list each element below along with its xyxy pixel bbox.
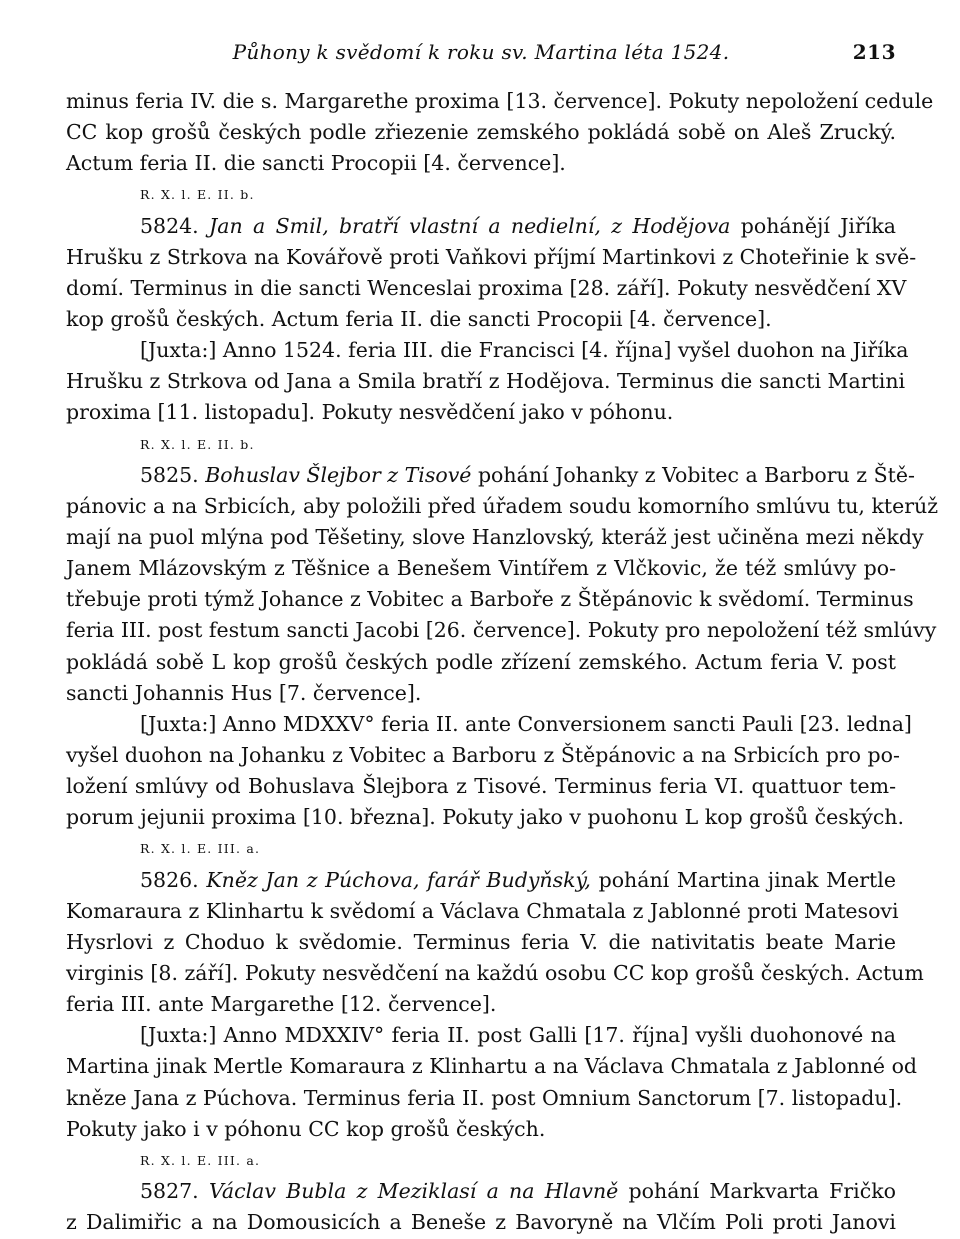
text-segment: R. X. l. E. III. a.	[140, 1152, 261, 1168]
text-line	[66, 958, 924, 989]
text-segment: Janem Mlázovským z Těšnice a Benešem Vintířem z Vlčkovic, že též smlúvy po-	[66, 556, 896, 581]
page-number: 213	[852, 40, 896, 64]
running-title: Půhony k svědomí k roku sv. Martina léta 1524.	[232, 40, 730, 64]
text-line	[66, 86, 934, 117]
text-segment: Pokuty jako i v póhonu CC kop grošů českých.	[66, 1116, 546, 1141]
source-reference	[66, 429, 896, 460]
text-line	[66, 927, 896, 958]
text-segment: [Juxta:] Anno MDXXV° feria II. ante Conversionem sancti Pauli [23. ledna]	[140, 711, 912, 736]
italic-name: Jan a Smil, bratří vlastní a nedielní, z Hodějova	[209, 213, 731, 238]
text-segment: 5826.	[140, 867, 207, 892]
text-line	[66, 896, 899, 927]
text-line	[66, 553, 896, 584]
text-segment: z Dalimiřic a na Domousicích a Beneše z Bavoryně na Vlčím Poli proti Janovi	[66, 1210, 896, 1235]
source-reference	[66, 833, 896, 864]
text-segment: ložení smlúvy od Bohuslava Šlejbora z Tisové. Terminus feria VI. quattuor tem-	[66, 774, 896, 799]
text-segment: [Juxta:] Anno MDXXIV° feria II. post Galli [17. října] vyšli duohonové na	[140, 1023, 896, 1048]
text-segment: pohání Johanky z Vobitec a Barboru z Ště-	[471, 462, 915, 487]
text-line	[66, 117, 896, 148]
text-segment: pánovic a na Srbicích, aby položili před úřadem soudu komorního smlúvu tu, kterúž	[66, 493, 939, 518]
text-segment: feria III. post festum sancti Jacobi [26. července]. Pokuty pro nepoložení též smlúvy	[66, 618, 937, 643]
text-segment: Komaraura z Klinhartu k svědomí a Václava Chmatala z Jablonné proti Matesovi	[66, 898, 899, 923]
text-segment: domí. Terminus in die sancti Wenceslai proxima [28. září]. Pokuty nesvědčení XV	[66, 275, 907, 300]
running-header	[66, 40, 896, 70]
text-segment: pokládá sobě L kop grošů českých podle zřízení zemského. Actum feria V. post	[66, 649, 896, 674]
text-line	[66, 460, 915, 491]
source-reference	[66, 179, 896, 210]
text-segment: proxima [11. listopadu]. Pokuty nesvědčení jako v póhonu.	[66, 400, 674, 425]
text-segment: R. X. l. E. III. a.	[140, 841, 261, 857]
text-line	[66, 148, 896, 179]
text-segment: třebuje proti týmž Johance z Vobitec a Barboře z Štěpánovic k svědomí. Terminus	[66, 587, 914, 612]
text-line	[66, 584, 914, 615]
text-line	[66, 678, 896, 709]
text-line	[66, 1051, 918, 1082]
text-segment: [Juxta:] Anno 1524. feria III. die Francisci [4. října] vyšel duohon na Jiříka	[140, 338, 909, 363]
text-line	[66, 989, 896, 1020]
text-line	[66, 709, 912, 740]
text-line	[66, 1083, 903, 1114]
source-reference	[66, 1145, 896, 1176]
text-line	[66, 771, 896, 802]
text-line	[66, 865, 896, 896]
text-line	[66, 273, 907, 304]
text-segment: 5827.	[140, 1178, 209, 1203]
text-segment: pohánějí Jiříka	[730, 213, 896, 238]
italic-name: Kněz Jan z Púchova, farář Budyňský,	[206, 867, 591, 892]
text-segment: kněze Jana z Púchova. Terminus feria II. post Omnium Sanctorum [7. listopadu].	[66, 1085, 903, 1110]
text-segment: virginis [8. září]. Pokuty nesvědčení na každú osobu CC kop grošů českých. Actum	[66, 960, 924, 985]
text-segment: pohání Martina jinak Mertle	[590, 867, 896, 892]
text-line	[66, 1114, 896, 1145]
text-segment: Hrušku z Strkova na Kovářově proti Vaňkovi příjmí Martinkovi z Choteřinie k svě-	[66, 244, 917, 269]
text-line	[66, 1176, 896, 1207]
text-segment: CC kop grošů českých podle zřiezenie zemského pokládá sobě on Aleš Zrucký.	[66, 120, 896, 145]
text-segment: 5825.	[140, 462, 206, 487]
text-line	[66, 802, 905, 833]
text-line	[66, 615, 937, 646]
text-line	[66, 366, 906, 397]
text-segment: R. X. l. E. II. b.	[140, 187, 255, 203]
text-segment: feria III. ante Margarethe [12. července].	[66, 992, 497, 1017]
text-line	[66, 242, 917, 273]
text-segment: vyšel duohon na Johanku z Vobitec a Barboru z Štěpánovic a na Srbicích pro po-	[66, 742, 900, 767]
text-segment: Martina jinak Mertle Komaraura z Klinhartu a na Václava Chmatala z Jablonné od	[66, 1054, 918, 1079]
text-segment: pohání Markvarta Fričko	[618, 1178, 896, 1203]
text-line	[66, 491, 939, 522]
text-segment: Hysrlovi z Choduo k svědomie. Terminus feria V. die nativitatis beate Marie	[66, 929, 896, 954]
text-segment: Hrušku z Strkova od Jana a Smila bratří z Hodějova. Terminus die sancti Martini	[66, 369, 906, 394]
text-line	[66, 522, 924, 553]
text-line	[66, 397, 896, 428]
text-line	[66, 740, 900, 771]
text-segment: R. X. l. E. II. b.	[140, 436, 255, 452]
text-segment: porum jejunii proxima [10. března]. Pokuty jako v puohonu L kop grošů českých.	[66, 805, 905, 830]
text-segment: kop grošů českých. Actum feria II. die sancti Procopii [4. července].	[66, 306, 772, 331]
text-line	[66, 335, 909, 366]
text-line	[66, 1020, 896, 1051]
text-segment: sancti Johannis Hus [7. července].	[66, 680, 422, 705]
text-line	[66, 304, 896, 335]
italic-name: Václav Bubla z Meziklasí a na Hlavně	[208, 1178, 619, 1203]
text-line	[66, 1207, 896, 1238]
italic-name: Bohuslav Šlejbor z Tisové	[205, 462, 472, 487]
text-line	[66, 647, 896, 678]
text-segment: minus feria IV. die s. Margarethe proxima [13. července]. Pokuty nepoložení cedule	[66, 89, 934, 113]
text-segment: Actum feria II. die sancti Procopii [4. července].	[66, 151, 566, 176]
text-segment: 5824.	[140, 213, 210, 238]
body-text	[66, 86, 939, 1238]
text-segment: mají na puol mlýna pod Těšetiny, slove Hanzlovský, kteráž jest učiněna mezi někdy	[66, 524, 924, 549]
text-line	[66, 211, 896, 242]
